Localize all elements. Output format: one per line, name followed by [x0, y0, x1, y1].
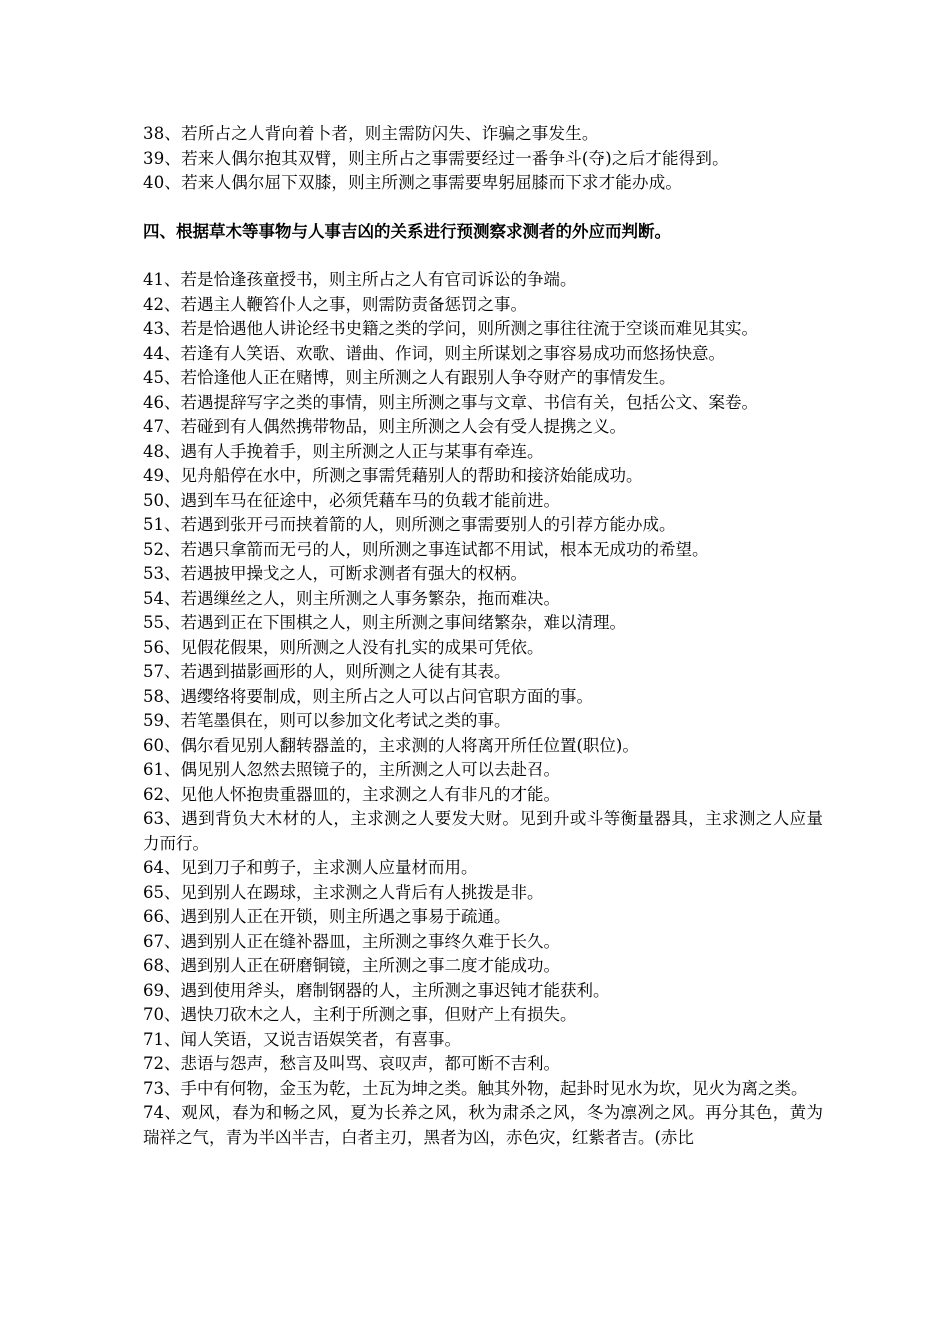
- list-item: 71、闻人笑语，又说吉语娱笑者，有喜事。: [143, 1029, 461, 1049]
- list-item: 44、若逢有人笑语、欢歌、谱曲、作词，则主所谋划之事容易成功而悠扬快意。: [143, 343, 725, 363]
- list-item: 53、若遇披甲操戈之人，可断求测者有强大的权柄。: [143, 564, 527, 583]
- list-item: 69、遇到使用斧头，磨制钢器的人，主所测之事迟钝才能获利。: [143, 980, 610, 1000]
- list-item: 73、手中有何物，金玉为乾，土瓦为坤之类。触其外物，起卦时见水为坎，见火为离之类。: [143, 1078, 808, 1098]
- list-item: 40、若来人偶尔屈下双膝，则主所测之事需要卑躬屈膝而下求才能办成。: [143, 173, 683, 192]
- list-item: 42、若遇主人鞭笞仆人之事，则需防责备惩罚之事。: [143, 294, 527, 314]
- list-item: 57、若遇到描影画形的人，则所测之人徒有其表。: [143, 662, 511, 681]
- list-item: 39、若来人偶尔抱其双臂，则主所占之事需要经过一番争斗(夺)之后才能得到。: [143, 148, 729, 168]
- list-item: 65、见到别人在踢球，主求测之人背后有人挑拨是非。: [143, 882, 544, 902]
- list-item: 38、若所占之人背向着卜者，则主需防闪失、诈骗之事发生。: [143, 124, 599, 143]
- list-item: 74、观风，春为和畅之风，夏为长养之风，秋为肃杀之风，冬为凛冽之风。再分其色，黄为瑞祥之气，青为半凶半吉，白者主刃，黑者为凶，赤色灾，红紫者吉。(赤比: [143, 1103, 823, 1147]
- items-list: [143, 268, 823, 1150]
- section-heading: 四、根据草木等事物与人事吉凶的关系进行预测察求测者的外应而判断。: [143, 221, 671, 241]
- list-item: 61、偶见别人忽然去照镜子的，主所测之人可以去赴召。: [143, 760, 560, 779]
- list-item: 54、若遇缫丝之人，则主所测之人事务繁杂，拖而难决。: [143, 588, 560, 608]
- list-item: 43、若是恰遇他人讲论经书史籍之类的学问，则所测之事往往流于空谈而难见其实。: [143, 319, 758, 338]
- list-item: 60、偶尔看见别人翻转器盖的，主求测的人将离开所任位置(职位)。: [143, 735, 639, 755]
- list-item: 51、若遇到张开弓而挟着箭的人，则所测之事需要别人的引荐方能办成。: [143, 515, 676, 534]
- list-item: 63、遇到背负大木材的人，主求测之人要发大财。见到升或斗等衡量器具，主求测之人应量力而行。: [143, 809, 823, 853]
- list-item: 62、见他人怀抱贵重器皿的，主求测之人有非凡的才能。: [143, 784, 560, 804]
- list-item: 67、遇到别人正在缝补器皿，主所测之事终久难于长久。: [143, 931, 560, 951]
- list-item: 52、若遇只拿箭而无弓的人，则所测之事连试都不用试，根本无成功的希望。: [143, 539, 709, 559]
- list-item: 70、遇快刀砍木之人，主利于所测之事，但财产上有损失。: [143, 1005, 577, 1024]
- list-item: 55、若遇到正在下围棋之人，则主所测之事间绪繁杂，难以清理。: [143, 613, 626, 632]
- list-item: 49、见舟船停在水中，所测之事需凭藉别人的帮助和接济始能成功。: [143, 466, 643, 485]
- list-item: 45、若恰逢他人正在赌博，则主所测之人有跟别人争夺财产的事情发生。: [143, 368, 676, 387]
- list-item: 58、遇缨络将要制成，则主所占之人可以占问官职方面的事。: [143, 686, 593, 706]
- list-item: 66、遇到别人正在开锁，则主所遇之事易于疏通。: [143, 907, 511, 926]
- list-item: 56、见假花假果，则所测之人没有扎实的成果可凭依。: [143, 637, 544, 657]
- list-item: 72、悲语与怨声，愁言及叫骂、哀叹声，都可断不吉利。: [143, 1054, 560, 1073]
- list-item: 59、若笔墨俱在，则可以参加文化考试之类的事。: [143, 711, 511, 730]
- list-item: 41、若是恰逢孩童授书，则主所占之人有官司诉讼的争端。: [143, 270, 577, 289]
- document-page: [143, 122, 823, 1150]
- list-item: 50、遇到车马在征途中，必须凭藉车马的负载才能前进。: [143, 490, 560, 510]
- list-item: 68、遇到别人正在研磨铜镜，主所测之事二度才能成功。: [143, 956, 560, 975]
- list-item: 47、若碰到有人偶然携带物品，则主所测之人会有受人提携之义。: [143, 417, 626, 436]
- list-item: 46、若遇提辞写字之类的事情，则主所测之事与文章、书信有关，包括公文、案卷。: [143, 392, 758, 412]
- list-item: 64、见到刀子和剪子，主求测人应量材而用。: [143, 858, 478, 877]
- list-item: 48、遇有人手挽着手，则主所测之人正与某事有牵连。: [143, 441, 544, 461]
- items-top-list: [143, 122, 823, 196]
